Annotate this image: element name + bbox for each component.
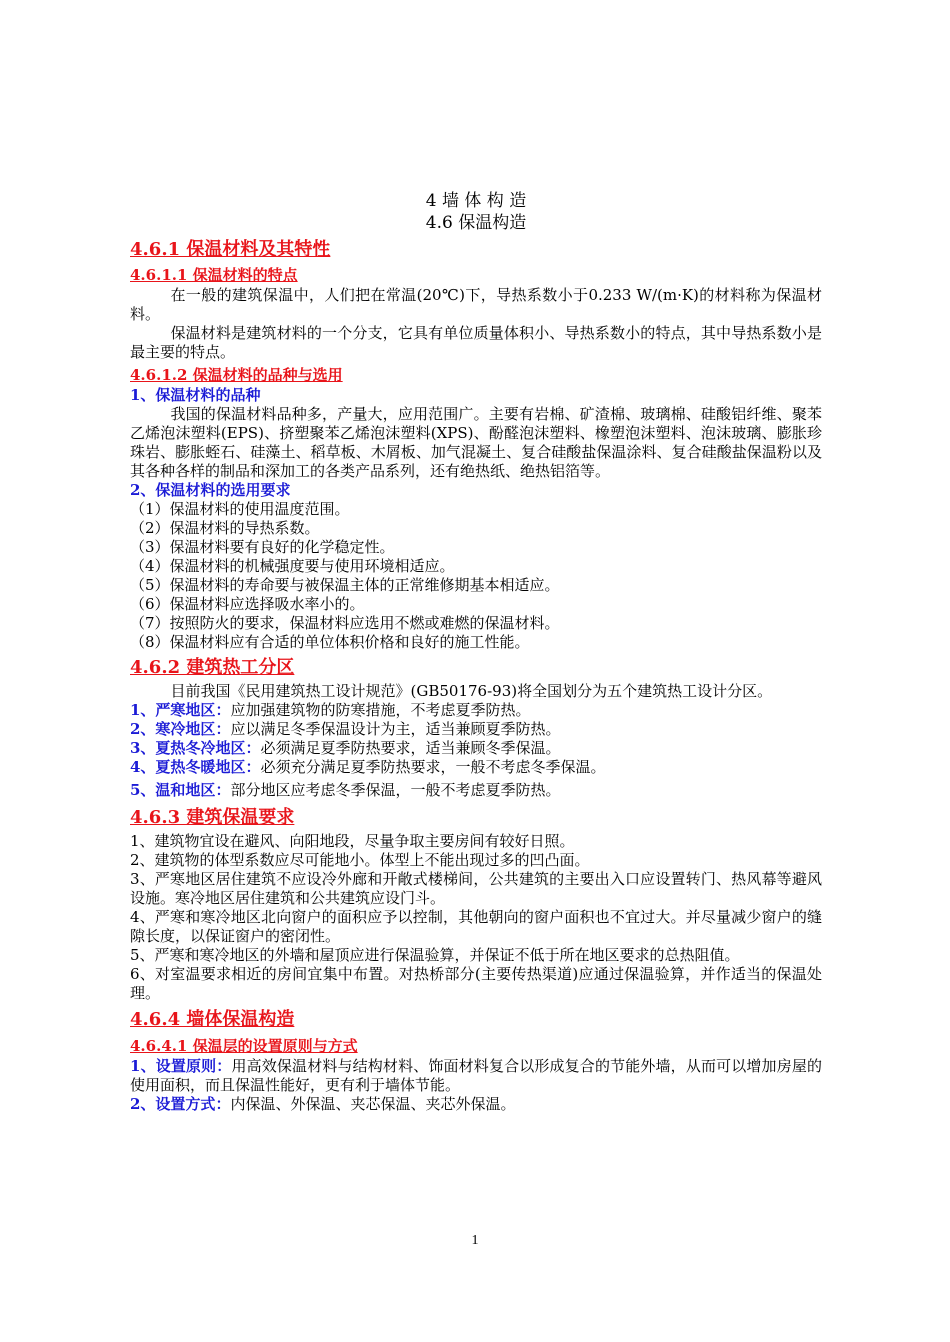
list-item: （4）保温材料的机械强度要与使用环境相适应。 [130,557,455,575]
zone-text: 应以满足冬季保温设计为主，适当兼顾夏季防热。 [230,720,561,738]
zones-list [130,701,822,800]
list-item: 3、严寒地区居住建筑不应设冷外廊和开敞式楼梯间，公共建筑的主要出入口应设置转门、热风幕等避风设施。寒冷地区居住建筑和公共建筑应设门斗。 [130,870,822,907]
zone-item [130,720,822,739]
zone-text: 必须充分满足夏季防热要求，一般不考虑冬季保温。 [260,758,606,776]
list-item: （7）按照防火的要求，保温材料应选用不燃或难燃的保温材料。 [130,614,560,632]
list-item: （1）保温材料的使用温度范围。 [130,500,350,518]
method-label: 2、设置方式： [130,1095,231,1113]
chapter-title: 4 墙 体 构 造 [425,191,527,211]
zone-item [130,781,822,800]
zone-label: 1、严寒地区： [130,701,231,719]
list-item: （3）保温材料要有良好的化学稳定性。 [130,538,395,556]
list-item: （2）保温材料的导热系数。 [130,519,320,537]
zone-label: 5、温和地区： [130,781,231,799]
list-item: （8）保温材料应有合适的单位体积价格和良好的施工性能。 [130,633,530,651]
heading-4-6-1: 4.6.1 保温材料及其特性 [130,239,331,260]
heading-4-6-1-1: 4.6.1.1 保温材料的特点 [130,266,298,284]
zone-text: 必须满足夏季防热要求，适当兼顾冬季保温。 [260,739,561,757]
list-item: （6）保温材料应选择吸水率小的。 [130,595,365,613]
zone-label: 2、寒冷地区： [130,720,231,738]
subheading-selection-requirements: 2、保温材料的选用要求 [130,481,291,499]
subheading-material-types: 1、保温材料的品种 [130,386,261,404]
document-body [130,190,822,1114]
heading-4-6-4: 4.6.4 墙体保温构造 [130,1009,295,1030]
paragraph-zones-intro: 目前我国《民用建筑热工设计规范》(GB50176-93)将全国划分为五个建筑热工设计分区。 [170,682,773,700]
heading-4-6-1-2: 4.6.1.2 保温材料的品种与选用 [130,366,343,384]
zone-label: 4、夏热冬暖地区： [130,758,261,776]
heading-4-6-4-1: 4.6.4.1 保温层的设置原则与方式 [130,1037,358,1055]
zone-item [130,701,822,720]
list-item: 4、严寒和寒冷地区北向窗户的面积应予以控制，其他朝向的窗户面积也不宜过大。并尽量减少窗户的缝隙长度，以保证窗户的密闭性。 [130,908,822,945]
list-item: 5、严寒和寒冷地区的外墙和屋顶应进行保温验算，并保证不低于所在地区要求的总热阻值。 [130,946,740,964]
insulation-requirements-list [130,832,822,1003]
list-item: （5）保温材料的寿命要与被保温主体的正常维修期基本相适应。 [130,576,560,594]
list-item: 2、建筑物的体型系数应尽可能地小。体型上不能出现过多的凹凸面。 [130,851,590,869]
section-title: 4.6 保温构造 [425,213,527,233]
paragraph-principle [130,1057,822,1095]
paragraph-method [130,1095,822,1114]
method-text: 内保温、外保温、夹芯保温、夹芯外保温。 [230,1095,516,1113]
paragraph-characteristics: 保温材料是建筑材料的一个分支，它具有单位质量体积小、导热系数小的特点，其中导热系数小是最主要的特点。 [130,324,822,361]
list-item: 1、建筑物宜设在避风、向阳地段，尽量争取主要房间有较好日照。 [130,832,575,850]
zone-label: 3、夏热冬冷地区： [130,739,261,757]
zone-item [130,758,822,777]
zone-item [130,739,822,758]
heading-4-6-2: 4.6.2 建筑热工分区 [130,657,295,678]
zone-text: 应加强建筑物的防寒措施，不考虑夏季防热。 [230,701,531,719]
list-item: 6、对室温要求相近的房间宜集中布置。对热桥部分(主要传热渠道)应通过保温验算，并作适当的保温处理。 [130,965,822,1002]
principle-label: 1、设置原则： [130,1057,232,1075]
zone-text: 部分地区应考虑冬季保温，一般不考虑夏季防热。 [230,781,561,799]
heading-4-6-3: 4.6.3 建筑保温要求 [130,807,295,828]
requirements-list [130,500,822,652]
paragraph-material-types: 我国的保温材料品种多，产量大，应用范围广。主要有岩棉、矿渣棉、玻璃棉、硅酸铝纤维、聚苯乙烯泡沫塑料(EPS)、挤塑聚苯乙烯泡沫塑料(XPS)、酚醛泡沫塑料、橡塑泡沫塑料、泡沫玻璃、膨胀珍珠岩、膨胀蛭石、硅藻土、稻草板、木屑板、加气混凝土、复合硅酸盐保温涂料、复合硅酸盐保温粉以及其各种各样的制品和深加工的各类产品系列，还有绝热纸、绝热铝箔等。 [130,405,822,480]
paragraph-definition: 在一般的建筑保温中，人们把在常温(20℃)下，导热系数小于0.233 W/(m·K)的材料称为保温材料。 [130,286,822,323]
page-number: 1 [471,1233,479,1248]
principle-text: 用高效保温材料与结构材料、饰面材料复合以形成复合的节能外墙，从而可以增加房屋的使用面积，而且保温性能好，更有利于墙体节能。 [130,1057,822,1094]
